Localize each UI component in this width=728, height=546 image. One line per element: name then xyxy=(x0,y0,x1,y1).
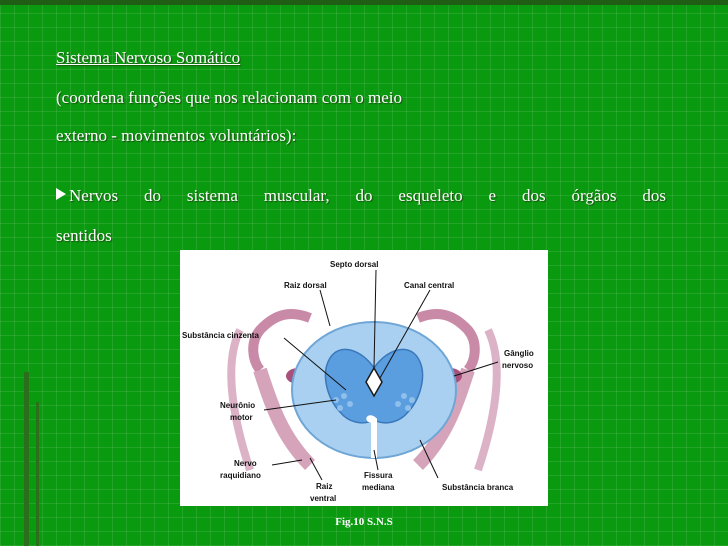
figure-caption: Fig.10 S.N.S xyxy=(335,516,393,528)
slide-title: Sistema Nervoso Somático xyxy=(56,48,241,67)
label-substancia-branca: Substância branca xyxy=(442,483,514,492)
arrow-bullet-icon xyxy=(56,188,66,200)
right-outer-nerve xyxy=(478,330,497,470)
label-raquidiano: raquidiano xyxy=(220,471,261,480)
left-outer-nerve xyxy=(231,330,250,470)
label-fissura: Fissura xyxy=(364,471,393,480)
bullet-item xyxy=(56,186,666,206)
bullet-text: Nervos do sistema muscular, do esqueleto e dos órgãos dos xyxy=(69,186,666,205)
spinal-cord-figure xyxy=(180,250,548,506)
top-decorative-bar xyxy=(0,0,728,5)
label-raiz-dorsal: Raiz dorsal xyxy=(284,281,327,290)
label-mediana: mediana xyxy=(362,483,395,492)
label-neuronio: Neurônio xyxy=(220,401,256,410)
label-nervoso: nervoso xyxy=(502,361,534,370)
label-nervo: Nervo xyxy=(234,459,257,468)
label-motor: motor xyxy=(230,413,253,422)
subtitle-line-1: (coordena funções que nos relacionam com o meio xyxy=(56,88,403,107)
label-septo-dorsal: Septo dorsal xyxy=(330,260,379,269)
label-substancia-cinzenta: Substância cinzenta xyxy=(182,331,259,340)
label-canal-central: Canal central xyxy=(404,281,455,290)
label-ventral: ventral xyxy=(310,494,337,503)
subtitle-line-2: externo - movimentos voluntários): xyxy=(56,126,297,145)
spinal-cord-diagram xyxy=(180,250,548,506)
bullet-continuation: sentidos xyxy=(56,226,112,245)
label-ganglio: Gânglio xyxy=(504,349,534,358)
label-raiz: Raiz xyxy=(316,482,333,491)
